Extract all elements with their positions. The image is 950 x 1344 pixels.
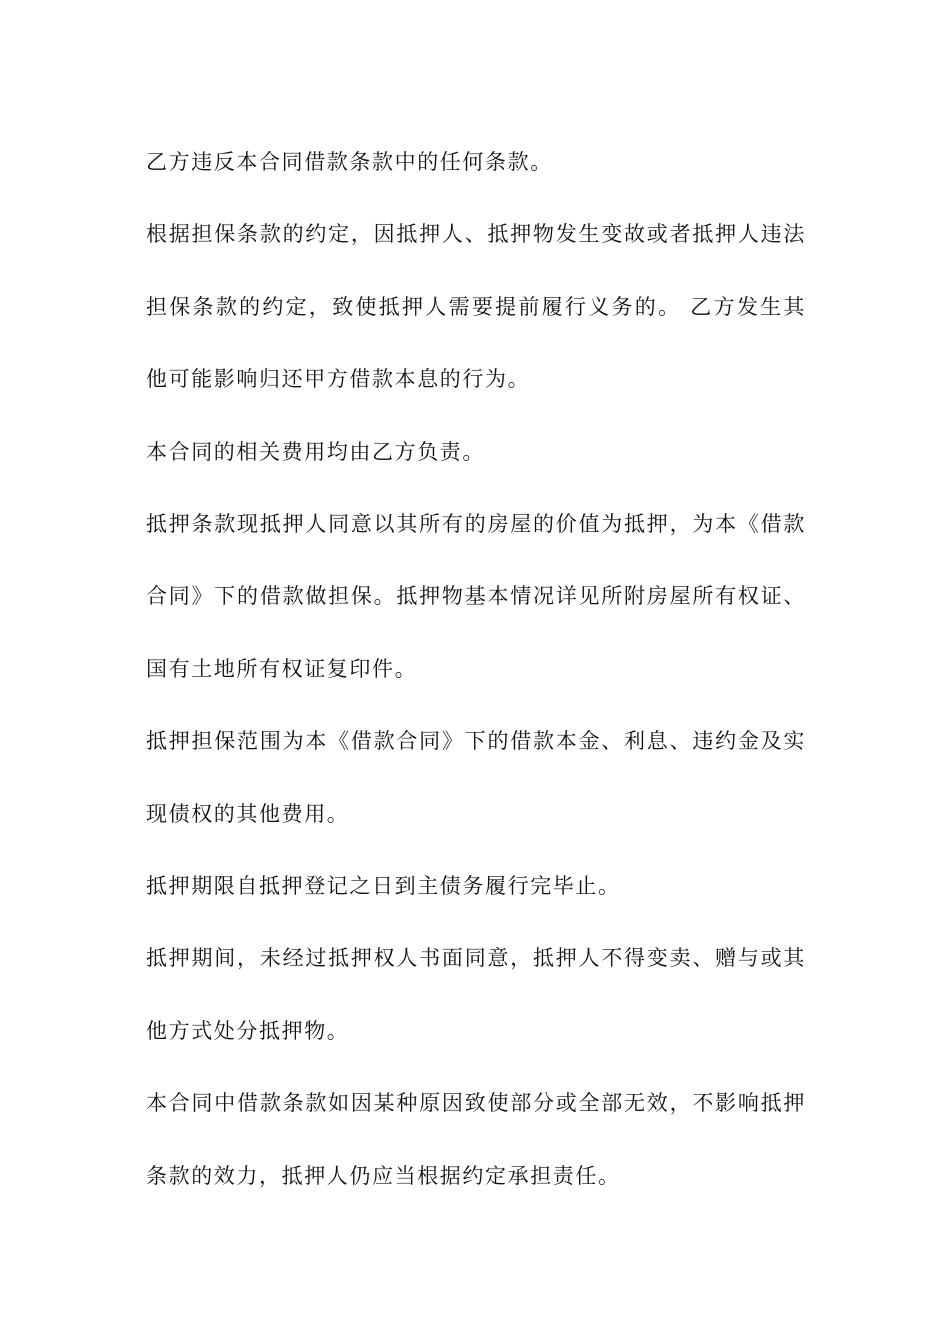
paragraph-mortgage-terms: 抵押条款现抵押人同意以其所有的房屋的价值为抵押，为本《借款合同》下的借款做担保。抵押物基本情况详见所附房屋所有权证、国有土地所有权证复印件。 bbox=[146, 512, 806, 681]
document-body bbox=[146, 126, 806, 1212]
paragraph-breach-of-loan-terms: 乙方违反本合同借款条款中的任何条款。 bbox=[146, 150, 553, 174]
paragraph-fees: 本合同的相关费用均由乙方负责。 bbox=[146, 439, 485, 464]
paragraph-mortgage-period: 抵押期限自抵押登记之日到主债务履行完毕止。 bbox=[146, 874, 621, 899]
paragraph-validity: 本合同中借款条款如因某种原因致使部分或全部无效，不影响抵押条款的效力，抵押人仍应当根据约定承担责任。 bbox=[146, 1091, 806, 1188]
paragraph-mortgage-scope: 抵押担保范围为本《借款合同》下的借款本金、利息、违约金及实现债权的其他费用。 bbox=[146, 729, 806, 826]
paragraph-mortgage-disposal: 抵押期间，未经过抵押权人书面同意，抵押人不得变卖、赠与或其他方式处分抵押物。 bbox=[146, 946, 806, 1043]
paragraph-guarantee-breach: 根据担保条款的约定，因抵押人、抵押物发生变故或者抵押人违法担保条款的约定，致使抵押人需要提前履行义务的。 乙方发生其他可能影响归还甲方借款本息的行为。 bbox=[146, 222, 806, 392]
